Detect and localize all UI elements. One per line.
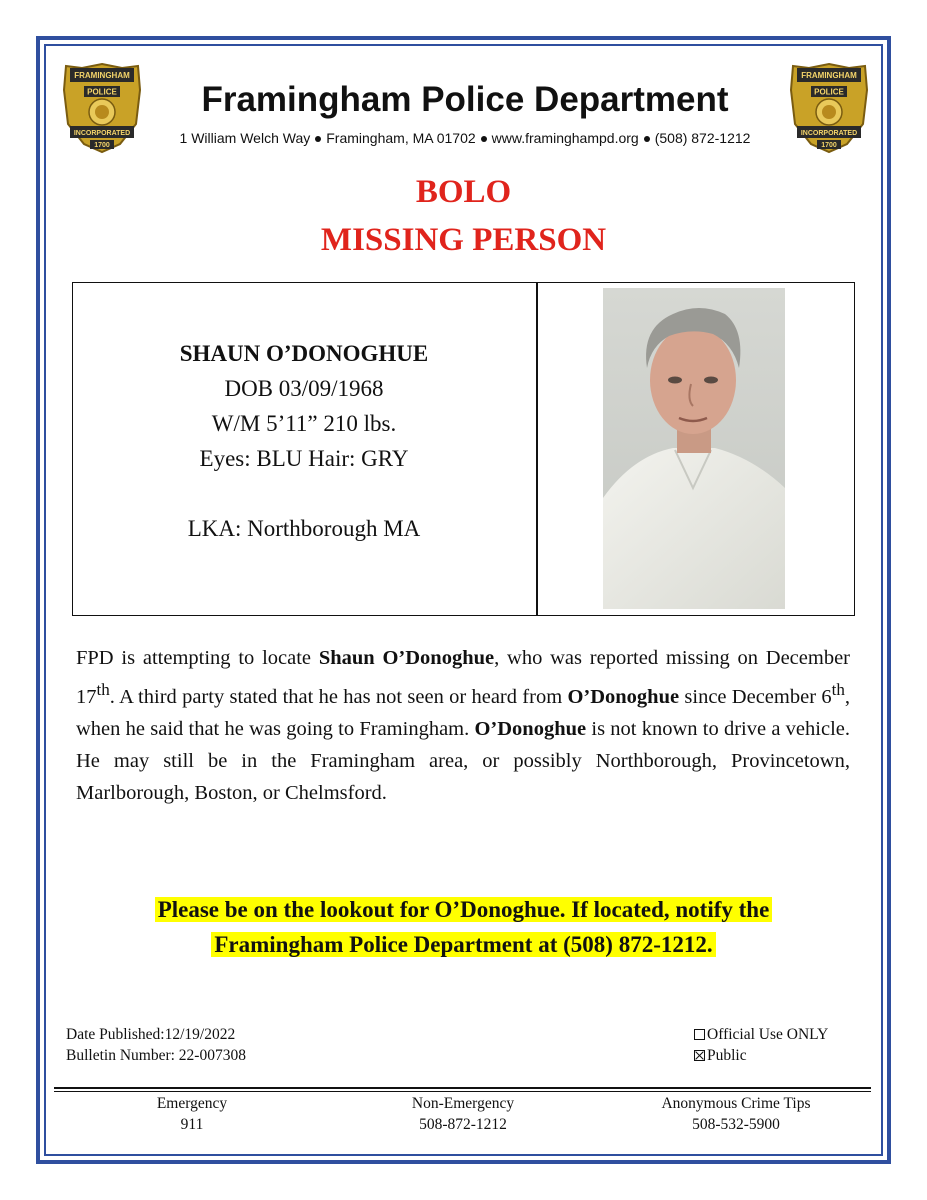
official-use-checkbox[interactable]	[694, 1029, 705, 1040]
badge-year-text: 1700	[94, 142, 110, 149]
badge-middle-text: POLICE	[814, 87, 844, 97]
contact-label: Anonymous Crime Tips	[661, 1095, 811, 1112]
contact-non-emergency	[343, 1093, 583, 1135]
badge-middle-text: POLICE	[87, 87, 117, 97]
badge-top-text: FRAMINGHAM	[801, 71, 857, 80]
subject-dob: DOB 03/09/1968	[224, 376, 384, 401]
badge-bottom-text: INCORPORATED	[73, 130, 131, 137]
bullet-dot	[481, 136, 487, 142]
address-phone: (508) 872-1212	[654, 130, 751, 146]
narrative-text: . A third party stated that he has not seen or heard from	[109, 685, 568, 708]
bullet-dot	[644, 136, 650, 142]
department-address	[120, 130, 810, 146]
narrative-text: since December 6	[679, 685, 832, 708]
official-use-label: Official Use ONLY	[707, 1026, 829, 1043]
distribution-checkboxes	[694, 1024, 828, 1066]
lookout-alert	[40, 892, 887, 962]
subject-details	[74, 336, 534, 546]
address-city: Framingham, MA 01702	[326, 130, 476, 146]
narrative-text: FPD is attempting to locate	[76, 647, 319, 669]
narrative-subject-name: O’Donoghue	[567, 685, 680, 708]
narrative-text: is not known to drive a vehicle. He may still be in the Framingham area, or possibly Northborough, Provincetown, Marlborough, Boston, or Chelmsford.	[76, 717, 850, 804]
contact-label: Non-Emergency	[411, 1095, 515, 1112]
bolo-heading: BOLO	[415, 174, 512, 210]
contact-number: 508-532-5900	[692, 1116, 780, 1133]
department-title: Framingham Police Department	[201, 80, 729, 119]
contact-label: Emergency	[156, 1095, 228, 1112]
ordinal-suffix: th	[96, 680, 110, 699]
info-box-divider	[536, 282, 538, 616]
address-street: 1 William Welch Way	[179, 130, 311, 146]
bulletin-meta	[66, 1024, 246, 1066]
footer-divider	[54, 1091, 871, 1092]
narrative-text: , who was reported missing on December 17	[76, 647, 851, 708]
alert-line-2: Framingham Police Department at (508) 872-1212.	[211, 932, 715, 957]
footer-divider	[54, 1087, 871, 1089]
bullet-dot	[315, 136, 321, 142]
date-published: Date Published:12/19/2022	[66, 1026, 236, 1043]
subject-eyes-hair: Eyes: BLU Hair: GRY	[199, 446, 409, 471]
badge-year-text: 1700	[821, 142, 837, 149]
public-label: Public	[707, 1047, 747, 1064]
contact-number: 508-872-1212	[419, 1116, 507, 1133]
public-checkbox[interactable]	[694, 1050, 705, 1061]
contact-crime-tips	[616, 1093, 856, 1135]
narrative-paragraph	[76, 642, 850, 809]
ordinal-suffix: th	[831, 680, 845, 699]
bulletin-number: Bulletin Number: 22-007308	[66, 1047, 246, 1064]
missing-person-heading: MISSING PERSON	[320, 222, 607, 258]
badge-top-text: FRAMINGHAM	[74, 71, 130, 80]
alert-line-1: Please be on the lookout for O’Donoghue. If located, notify the	[155, 897, 773, 922]
narrative-subject-name: O’Donoghue	[474, 717, 587, 740]
contact-number: 911	[180, 1116, 204, 1133]
narrative-subject-name: Shaun O’Donoghue	[318, 647, 495, 669]
contact-emergency	[72, 1093, 312, 1135]
address-website[interactable]: www.framinghampd.org	[491, 130, 639, 146]
subject-last-known-address: LKA: Northborough MA	[187, 516, 421, 541]
subject-physical: W/M 5’11” 210 lbs.	[211, 411, 397, 436]
badge-bottom-text: INCORPORATED	[800, 130, 858, 137]
subject-name: SHAUN O’DONOGHUE	[179, 341, 429, 366]
subject-photo	[603, 288, 785, 609]
narrative-text: , when he said that he was going to Framingham.	[76, 685, 850, 740]
